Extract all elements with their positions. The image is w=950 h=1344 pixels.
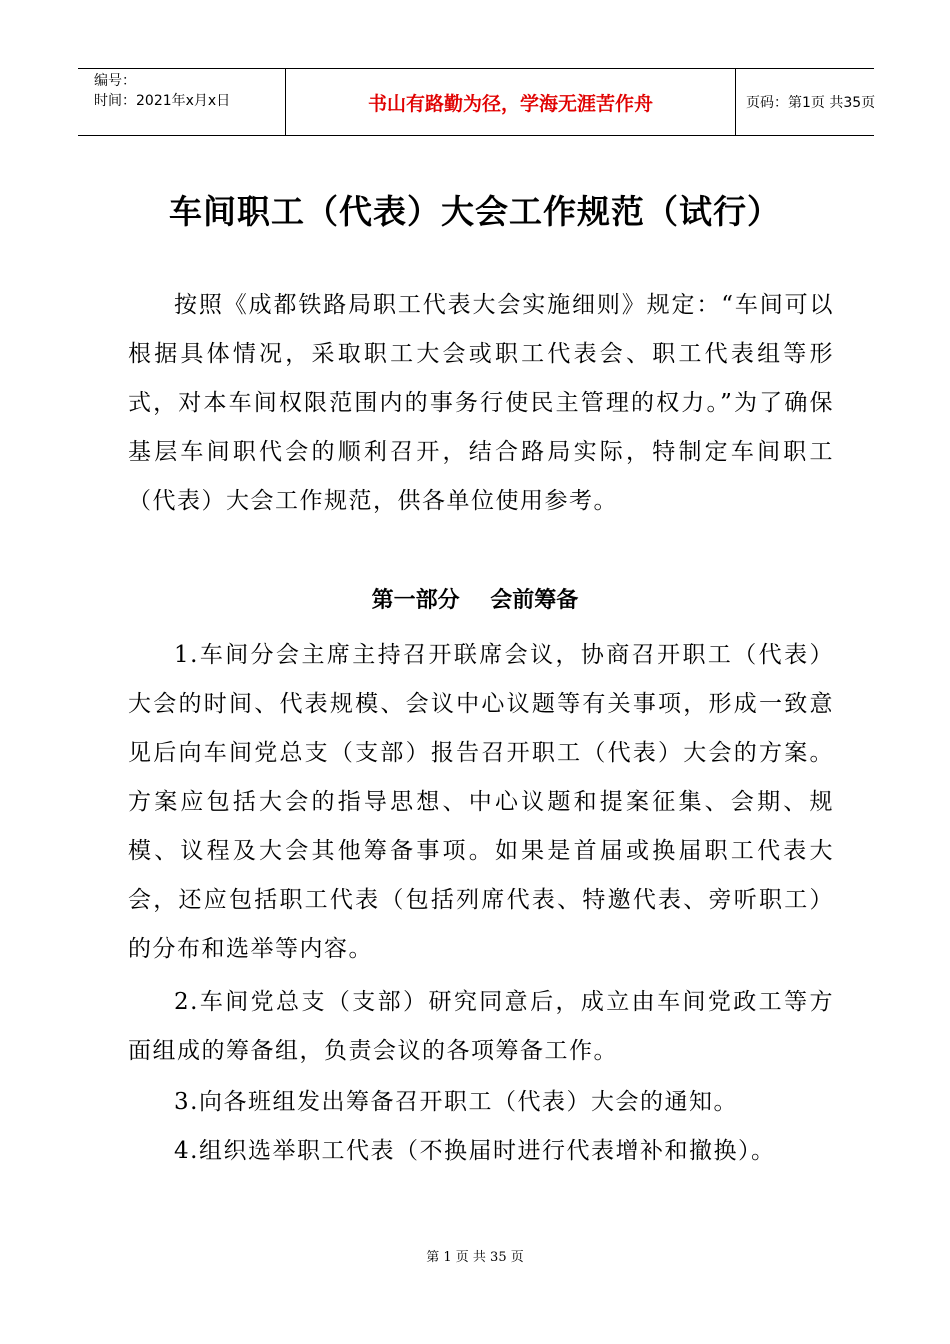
motto-text: 书山有路勤为径，学海无涯苦作舟 — [367, 92, 653, 115]
list-item: 4.组织选举职工代表（不换届时进行代表增补和撤换）。 — [174, 1138, 776, 1164]
document-title: 车间职工（代表）大会工作规范（试行） — [169, 192, 781, 231]
page-footer: 第 1 页 共 35 页 — [426, 1250, 524, 1265]
list-item: 1.车间分会主席主持召开联席会议，协商召开职工（代表）大会的时间、代表规模、会议中心议题等有关事项，形成一致意见后向车间党总支（支部）报告召开职工（代表）大会的方案。方案应包括大会的指导思想、中心议题和提案征集、会期、规模、议程及大会其他筹备事项。如果是首届或换届职工代表大会，还应包括职工代表（包括列席代表、特邀代表、旁听职工）的分布和选举等内容。 — [128, 642, 834, 962]
header-page-info: 页码：第1页 共35页 — [746, 95, 876, 111]
header-motto-cell — [286, 69, 736, 135]
list-item: 3.向各班组发出筹备召开职工（代表）大会的通知。 — [174, 1089, 738, 1115]
document-header — [78, 68, 874, 136]
list-item: 2.车间党总支（支部）研究同意后，成立由车间党政工等方面组成的筹备组，负责会议的各项筹备工作。 — [128, 989, 834, 1064]
section-heading: 第一部分 会前筹备 — [371, 588, 579, 613]
intro-paragraph: 按照《成都铁路局职工代表大会实施细则》规定：“车间可以根据具体情况，采取职工大会或职工代表会、职工代表组等形式，对本车间权限范围内的事务行使民主管理的权力。”为了确保基层车间职代会的顺利召开，结合路局实际，特制定车间职工（代表）大会工作规范，供各单位使用参考。 — [128, 292, 834, 514]
header-meta — [78, 69, 286, 135]
time-label: 时间：2021年x月x日 — [94, 93, 231, 109]
number-label: 编号： — [94, 73, 136, 89]
